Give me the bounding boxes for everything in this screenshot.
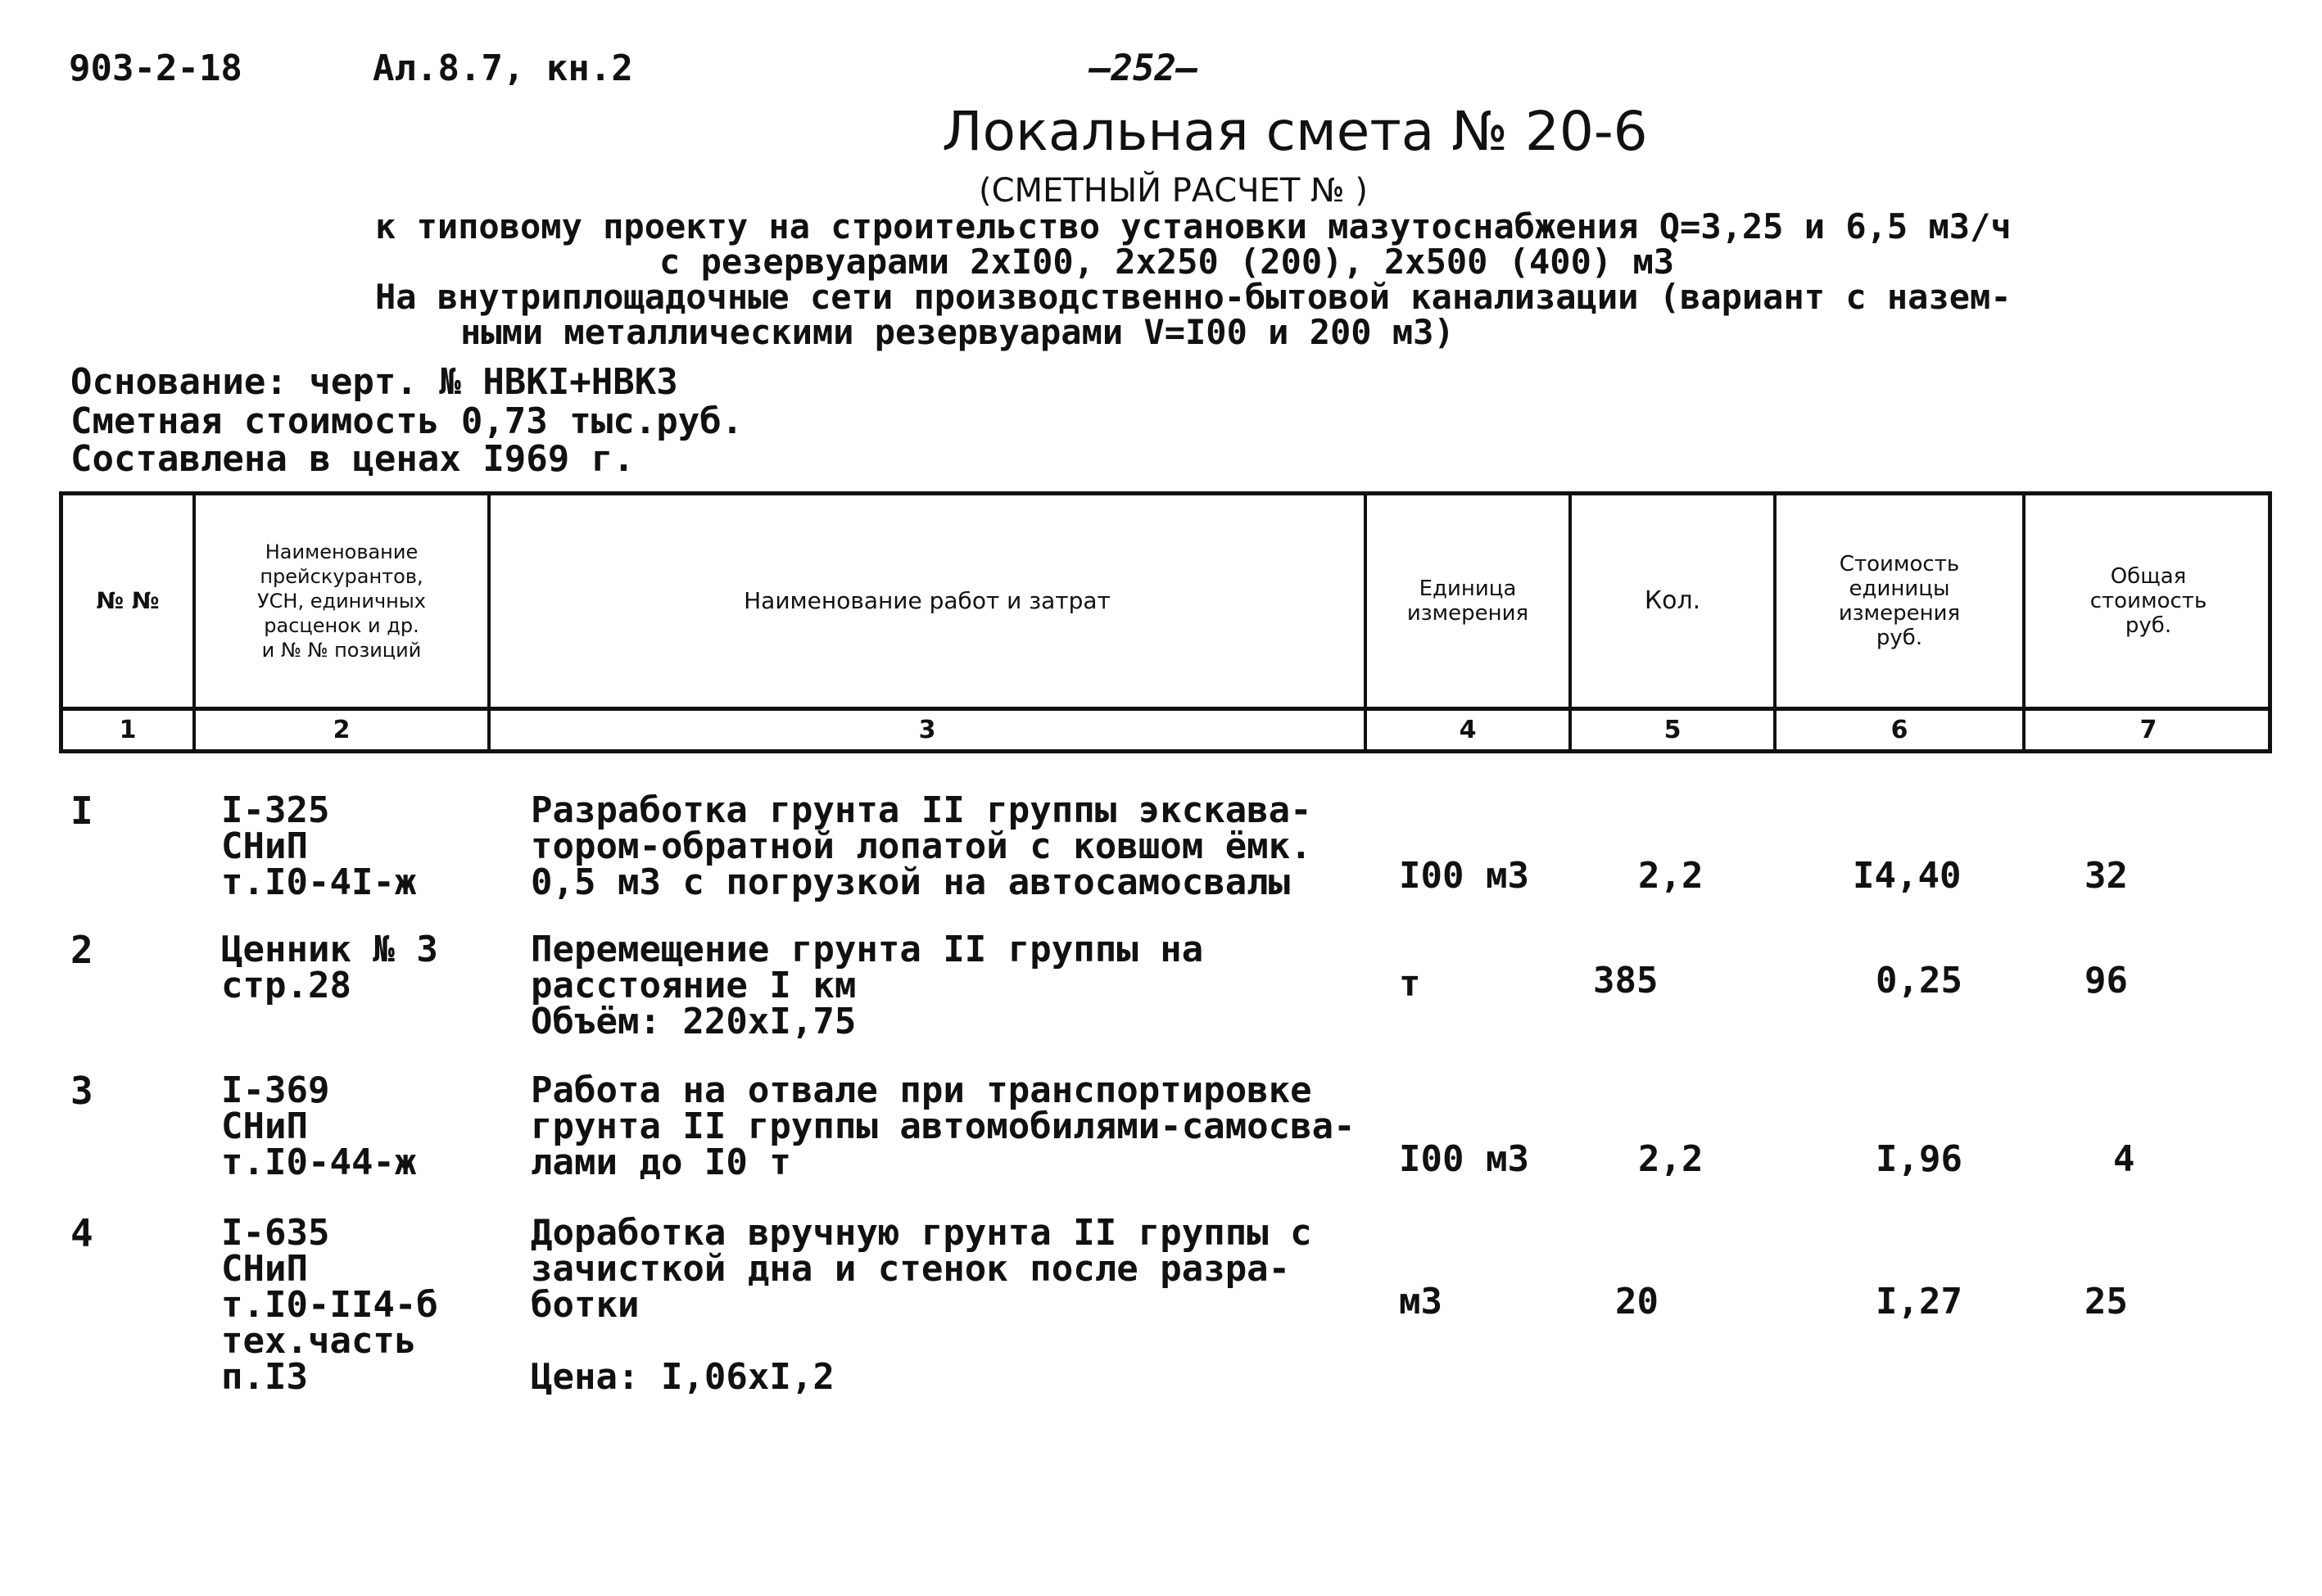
row-quantity: 2,2: [1638, 855, 1704, 897]
column-header-code: Наименование прейскурантов, УСН, единичных расценок и др. и № № позиций: [257, 540, 426, 662]
row-unit: I00 м3: [1399, 1138, 1529, 1180]
estimate-table-header: [59, 491, 2272, 753]
row-total: 4: [2113, 1138, 2135, 1180]
row-unit-cost: I,27: [1876, 1281, 1962, 1322]
price-year-line: Составлена в ценах I969 г.: [70, 438, 635, 480]
row-total: 25: [2084, 1281, 2128, 1322]
row-quantity: 385: [1593, 960, 1659, 1001]
project-description-line: ными металлическими резервуарами V=I00 и 200 м3): [460, 312, 1455, 352]
row-number: 4: [70, 1211, 93, 1255]
basis-line: Основание: черт. № НВКI+НВК3: [70, 361, 678, 403]
row-work-description: Разработка грунта II группы экскава- тором-обратной лопатой с ковшом ёмк. 0,5 м3 с погрузкой на автосамосвалы: [531, 789, 1312, 903]
column-header-work: Наименование работ и затрат: [744, 587, 1111, 614]
column-header-no: № №: [96, 587, 160, 614]
column-header-unit-cost: Стоимость единицы измерения руб.: [1838, 552, 1961, 650]
row-unit-cost: 0,25: [1876, 960, 1962, 1001]
row-number: 3: [70, 1069, 93, 1113]
column-header-total: Общая стоимость руб.: [2089, 564, 2207, 638]
row-code: Ценник № 3 стр.28: [221, 929, 438, 1006]
column-number: 4: [1459, 716, 1477, 744]
row-total: 32: [2084, 855, 2128, 897]
row-work-description: Перемещение грунта II группы на расстояние I км Объём: 220хI,75: [531, 929, 1204, 1042]
row-work-description: Доработка вручную грунта II группы с зачисткой дна и стенок после разра- ботки Цена: I,06хI,2: [531, 1212, 1312, 1398]
column-number: 2: [333, 716, 351, 744]
column-number: 7: [2139, 716, 2157, 744]
row-code: I-635 СНиП т.I0-II4-б тех.часть п.I3: [221, 1212, 438, 1398]
document-reference: Ал.8.7, кн.2: [373, 47, 633, 89]
column-number: 3: [918, 716, 936, 744]
column-number: 5: [1663, 716, 1682, 744]
project-description-line: На внутриплощадочные сети производственно-бытовой канализации (вариант с назем-: [375, 277, 2012, 317]
project-description-line: с резервуарами 2хI00, 2х250 (200), 2х500 (400) м3: [659, 242, 1675, 282]
page-number: —252—: [1089, 47, 1198, 89]
row-code: I-369 СНиП т.I0-44-ж: [221, 1069, 417, 1183]
row-total: 96: [2084, 960, 2128, 1001]
document-code: 903-2-18: [69, 47, 242, 89]
row-unit-cost: I,96: [1876, 1138, 1962, 1180]
row-quantity: 2,2: [1638, 1138, 1704, 1180]
column-number: 1: [119, 716, 137, 744]
column-header-qty: Кол.: [1644, 586, 1701, 615]
row-work-description: Работа на отвале при транспортировке грунта II группы автомобилями-самосва- лами до I0 т: [531, 1069, 1356, 1183]
row-unit: I00 м3: [1399, 855, 1529, 897]
page-subtitle: (СМЕТНЫЙ РАСЧЕТ № ): [979, 172, 1368, 210]
column-header-unit: Единица измерения: [1406, 576, 1529, 626]
row-number: 2: [70, 928, 93, 972]
page-title: Локальная смета № 20-6: [942, 100, 1648, 163]
column-number: 6: [1890, 716, 1908, 744]
project-description-line: к типовому проекту на строительство установки мазутоснабжения Q=3,25 и 6,5 м3/ч: [375, 206, 2012, 246]
row-unit: м3: [1399, 1281, 1442, 1322]
row-unit-cost: I4,40: [1853, 855, 1962, 897]
row-code: I-325 СНиП т.I0-4I-ж: [221, 789, 417, 903]
estimated-cost-line: Сметная стоимость 0,73 тыс.руб.: [70, 400, 744, 442]
row-number: I: [70, 789, 93, 833]
row-unit: т: [1399, 963, 1421, 1005]
row-quantity: 20: [1615, 1281, 1659, 1322]
